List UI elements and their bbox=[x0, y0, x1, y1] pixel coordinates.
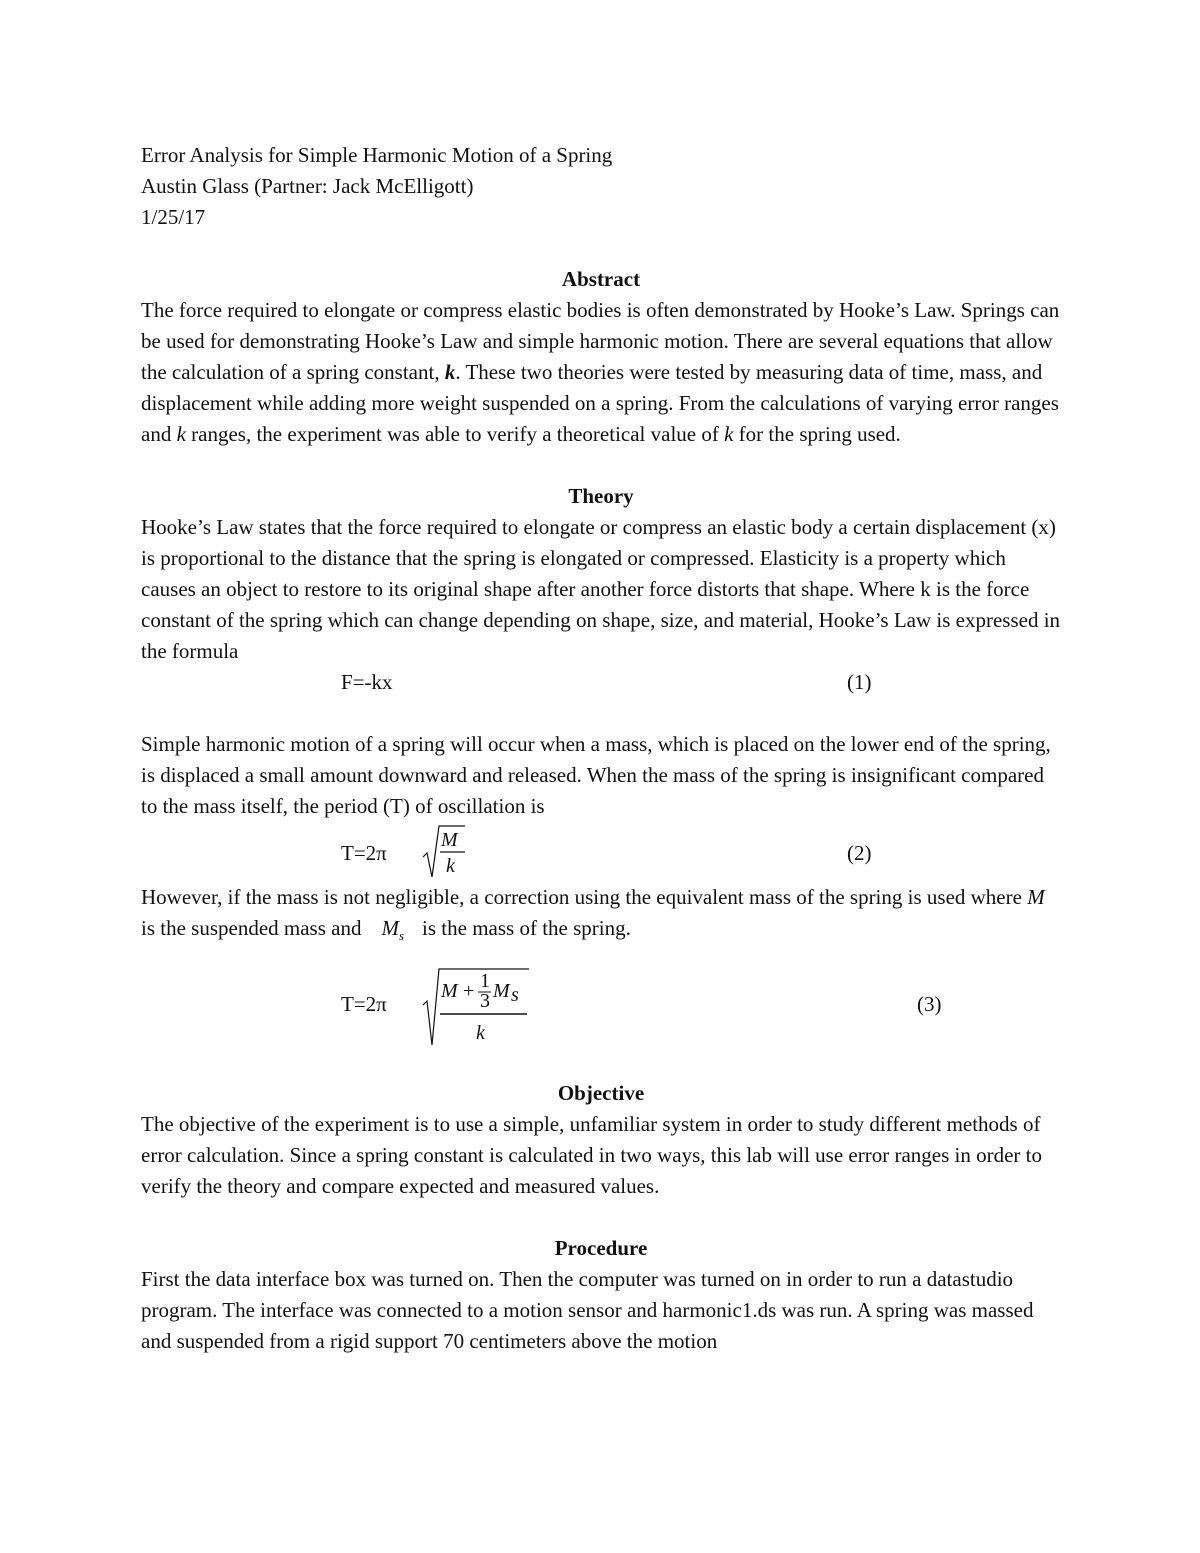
document-page bbox=[141, 140, 1061, 1357]
theory-text-3a: However, if the mass is not negligible, a correction using the equivalent mass of the spring is used where bbox=[141, 885, 1028, 909]
equation-2-number: (2) bbox=[847, 841, 872, 865]
theory-text-3c: is the mass of the spring. bbox=[422, 916, 631, 940]
k-symbol: k bbox=[444, 360, 456, 384]
equation-3-k: k bbox=[476, 1022, 485, 1045]
abstract-text-1: The force required to elongate or compress elastic bodies is often demonstrated by Hooke’s Law. Springs can be used for demonstrating Hooke’s Law and simple harmonic motion. There are several equations that allow the calculation of a spring constant, bbox=[141, 298, 1060, 384]
M-symbol: M bbox=[1027, 885, 1045, 909]
abstract-text-4: for the spring used. bbox=[733, 422, 901, 446]
date-line: 1/25/17 bbox=[141, 205, 206, 229]
procedure-heading: Procedure bbox=[554, 1236, 648, 1261]
procedure-section bbox=[141, 1233, 1061, 1357]
k-symbol: k bbox=[724, 422, 734, 446]
Ms-base: M bbox=[381, 916, 399, 940]
equation-3-lhs: T=2π bbox=[341, 992, 387, 1017]
equation-3-Ms: M bbox=[493, 980, 510, 1003]
theory-paragraph-3 bbox=[141, 882, 1061, 951]
abstract-text-3: ranges, the experiment was able to verify a theoretical value of bbox=[185, 422, 725, 446]
equation-3-s: s bbox=[511, 984, 519, 1007]
abstract-paragraph bbox=[141, 295, 1061, 450]
document-title: Error Analysis for Simple Harmonic Motion of a Spring bbox=[141, 143, 613, 167]
abstract-text-2: . These two theories were tested by measuring data of time, mass, and displacement while adding more weight suspended on a spring. From the calculations of varying error ranges and bbox=[141, 360, 1059, 446]
theory-section bbox=[141, 481, 1061, 1047]
equation-3-number: (3) bbox=[917, 992, 942, 1017]
equation-1 bbox=[141, 667, 1061, 698]
procedure-paragraph: First the data interface box was turned on. Then the computer was turned on in order to run a datastudio program. The interface was connected to a motion sensor and harmonic1.ds was run. A spring was massed and suspended from a rigid support 70 centimeters above the motion bbox=[141, 1267, 1034, 1354]
equation-1-number: (1) bbox=[847, 670, 872, 694]
k-symbol: k bbox=[176, 422, 186, 446]
Ms-symbol bbox=[381, 913, 404, 951]
equation-3 bbox=[141, 967, 1061, 1047]
objective-paragraph: The objective of the experiment is to use a simple, unfamiliar system in order to study different methods of error calculation. Since a spring constant is calculated in two ways, this lab will use error ranges in order to verify the theory and compare expected and measured values. bbox=[141, 1112, 1042, 1199]
equation-1-expression: F=-kx bbox=[341, 670, 393, 694]
objective-heading: Objective bbox=[557, 1081, 645, 1106]
equation-3-three: 3 bbox=[480, 990, 490, 1013]
equation-2-denominator: k bbox=[446, 855, 455, 877]
theory-paragraph-1: Hooke’s Law states that the force required to elongate or compress an elastic body a certain displacement (x) is proportional to the distance that the spring is elongated or compressed. Elasticity is a property which causes an object to restore to its original shape after another force distorts that shape. Where k is the force constant of the spring which can change depending on shape, size, and material, Hooke’s Law is expressed in the formula bbox=[141, 515, 1061, 663]
equation-2-radical bbox=[421, 822, 481, 882]
equation-3-radical bbox=[421, 967, 531, 1047]
theory-paragraph-2: Simple harmonic motion of a spring will occur when a mass, which is placed on the lower end of the spring, is displaced a small amount downward and released. When the mass of the spring is insignificant compared to the mass itself, the period (T) of oscillation is bbox=[141, 732, 1051, 818]
theory-text-3b: is the suspended mass and bbox=[141, 916, 362, 940]
equation-2-numerator: M bbox=[441, 829, 458, 851]
equation-2-lhs: T=2π bbox=[341, 841, 387, 865]
abstract-heading: Abstract bbox=[561, 267, 641, 291]
objective-section bbox=[141, 1078, 1061, 1202]
Ms-subscript: s bbox=[398, 928, 405, 944]
author-line: Austin Glass (Partner: Jack McElligott) bbox=[141, 174, 474, 198]
equation-2 bbox=[141, 822, 1061, 882]
theory-heading: Theory bbox=[568, 484, 634, 508]
document-header bbox=[141, 140, 1061, 233]
equation-3-plus: + bbox=[463, 980, 475, 1003]
abstract-section bbox=[141, 264, 1061, 450]
equation-3-one: 1 bbox=[480, 970, 490, 993]
equation-3-M: M bbox=[441, 980, 458, 1003]
